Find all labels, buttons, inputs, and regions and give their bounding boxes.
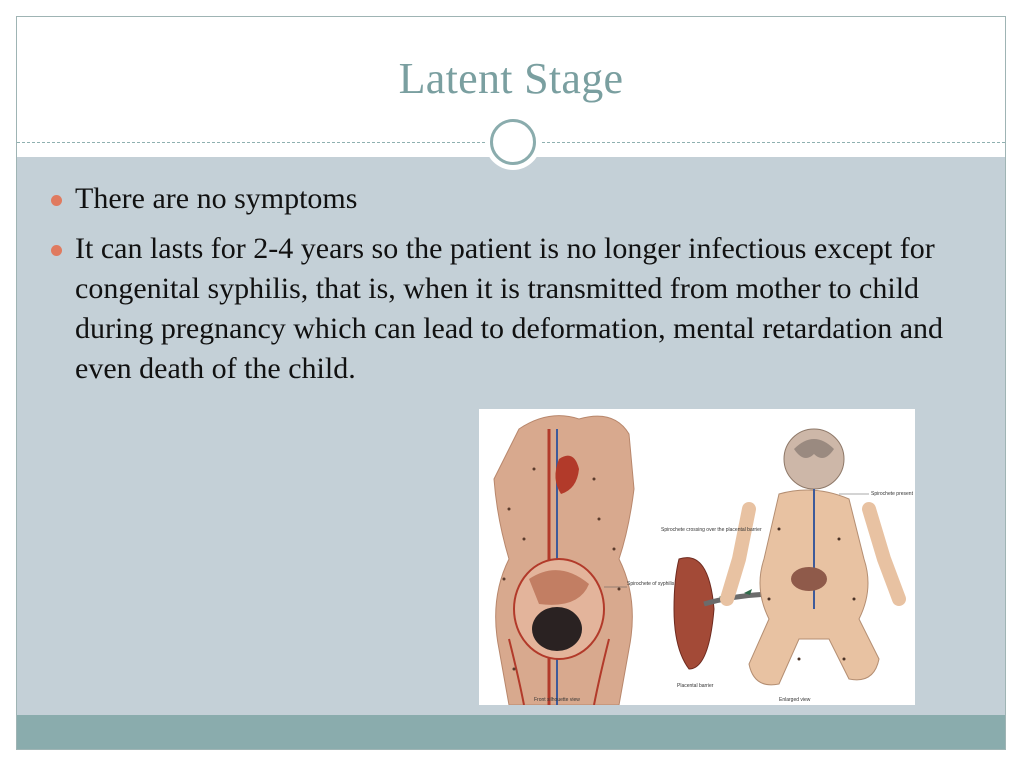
mother-figure [494,416,634,705]
circle-ornament-icon [485,114,541,170]
bullet-dot-icon [51,245,62,256]
bullet-item [49,179,979,219]
label-enlarged-view: Enlarged view [779,697,811,703]
bullet-list [49,179,979,399]
medical-illustration-icon [479,409,915,705]
bullet-dot-icon [51,195,62,206]
infant-figure [727,429,899,685]
label-spirochete-syphilis: Spirochete of syphilis [627,581,675,587]
label-spirochete-present: Spirochete present [871,491,913,497]
slide [16,16,1006,750]
bullet-text: It can lasts for 2-4 years so the patient is no longer infectious except for congenital syphilis, that is, when it is transmitted from mother to child during pregnancy which can lead to deformation, mental retardation and even death of the child. [75,232,944,385]
bullet-text: There are no symptoms [75,182,358,215]
slide-title: Latent Stage [398,54,624,103]
label-spirochete-crossing: Spirochete crossing over the placental barrier [661,527,762,533]
label-front-view: Front silhouette view [534,697,580,703]
footer-bar [17,715,1005,750]
medical-illustration [479,409,915,705]
bullet-item [49,229,979,389]
label-placental-barrier: Placental barrier [677,683,714,689]
